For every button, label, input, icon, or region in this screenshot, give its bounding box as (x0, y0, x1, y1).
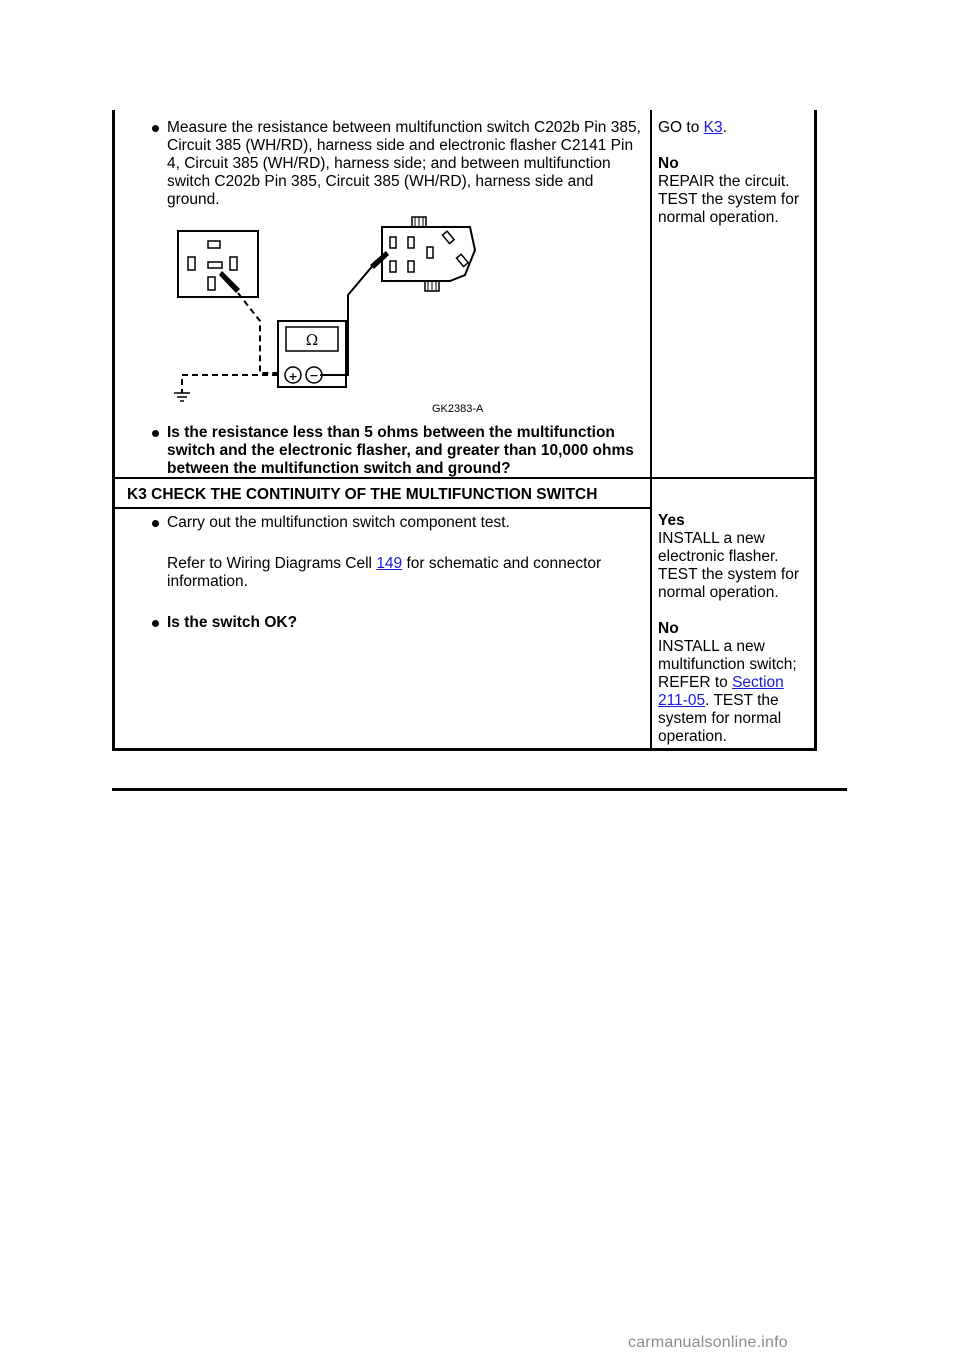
bullet-icon (152, 520, 159, 527)
k3-yes-label: Yes (658, 512, 685, 529)
k3-question: Is the switch OK? (167, 614, 298, 631)
goto-prefix: GO to (658, 119, 700, 136)
page-divider (112, 788, 847, 791)
table-right-border (814, 110, 817, 751)
k3-no-label: No (658, 620, 679, 637)
k2-result-yes (658, 119, 813, 137)
table-left-border (112, 110, 115, 751)
goto-suffix: . (722, 119, 727, 136)
electronic-flasher-connector (370, 217, 475, 291)
k3-yes-text: INSTALL a new electronic flasher. TEST the system for normal operation. (658, 530, 799, 601)
watermark: carmanualsonline.info (628, 1334, 788, 1351)
ground-icon (174, 393, 190, 401)
no-prefix: INSTALL a new multifunction switch; REFER to (658, 638, 797, 691)
plus-terminal-label: + (288, 370, 298, 383)
k3-reference (167, 555, 637, 591)
ref-suffix: for schematic and connector information. (167, 555, 602, 590)
no-suffix: . TEST the system for normal operation. (658, 692, 782, 745)
table-column-divider (650, 110, 652, 751)
minus-terminal-label: − (309, 369, 319, 382)
ohm-symbol: Ω (305, 331, 319, 349)
k2-question: Is the resistance less than 5 ohms between the multifunction switch and the electronic flasher, and greater than 10,000 ohms between the multifunction switch and ground? (167, 424, 634, 477)
ref-prefix: Refer to Wiring Diagrams Cell (167, 555, 372, 572)
k3-step: Carry out the multifunction switch component test. (167, 514, 510, 531)
figure-id: GK2383-A (432, 403, 484, 415)
section-link-number: 211-05 (658, 692, 706, 709)
k3-heading-divider (112, 507, 652, 509)
k2-no-label: No (658, 155, 679, 172)
k3-heading: K3 CHECK THE CONTINUITY OF THE MULTIFUNCTION SWITCH (127, 486, 598, 503)
section-link-word: Section (732, 674, 784, 691)
ohmmeter (278, 321, 346, 387)
k2-no-text: REPAIR the circuit. TEST the system for normal operation. (658, 173, 799, 226)
multifunction-switch-connector (178, 231, 258, 297)
k2-instruction: Measure the resistance between multifunction switch C202b Pin 385, Circuit 385 (WH/RD), harness side and electronic flasher C2141 Pin 4, Circuit 385 (WH/RD), harness side; and between multifunction switch C202b Pin 385, Circuit 385 (WH/RD), harness side and ground. (167, 119, 641, 208)
wiring-cell-149-link[interactable]: 149 (376, 555, 403, 572)
resistance-test-diagram (170, 215, 500, 420)
table-bottom-border (112, 748, 817, 751)
bullet-icon (152, 430, 159, 437)
k3-no-text (658, 638, 810, 746)
bullet-icon (152, 620, 159, 627)
goto-k3-link[interactable]: K3 (703, 119, 723, 136)
bullet-icon (152, 125, 159, 132)
